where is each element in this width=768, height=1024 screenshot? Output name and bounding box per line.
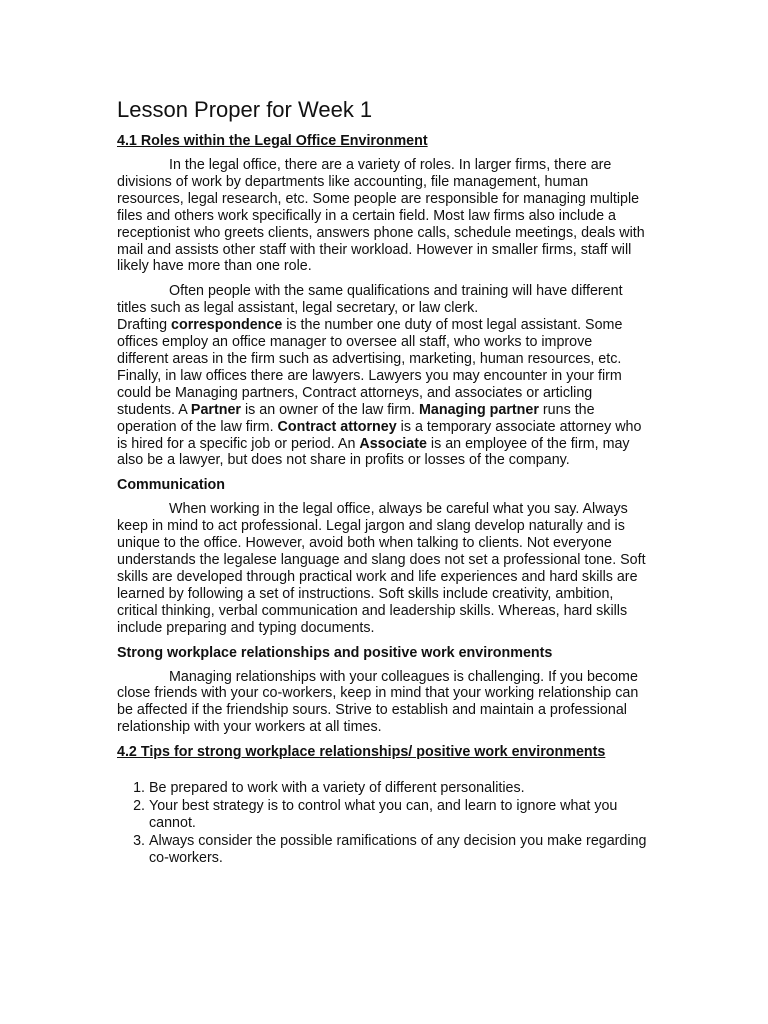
section-heading-4-2: 4.2 Tips for strong workplace relationships/ positive work environments (117, 744, 606, 761)
paragraph-text: is a temporary associate attorney who is hired for a specific job or period. An (117, 418, 642, 452)
paragraph-text: runs the operation of the law firm. (117, 401, 595, 435)
paragraph-roles-1 (117, 157, 647, 275)
paragraph-text: When working in the legal office, always be careful what you say. Always keep in mind to act professional. Legal jargon and slang develop naturally and is unique to the office. However, avoid both when talking to clients. Not everyone understands the legalese language and slang does not set a professional tone. Soft skills are developed through practical work and life experiences and hard skills are learned by following a set of instructions. Soft skills include creativity, ambition, critical thinking, verbal communication and leadership skills. Whereas, hard skills include preparing and typing documents. (117, 501, 646, 636)
section-heading-relationships: Strong workplace relationships and positive work environments (117, 644, 553, 661)
paragraph-roles-2 (117, 283, 647, 469)
term-contract-attorney: Contract attorney (277, 418, 397, 435)
list-item: 3. Always consider the possible ramifications of any decision you make regarding co-workers. (149, 833, 647, 867)
tips-list (117, 780, 647, 867)
paragraph-text: is an employee of the firm, may also be a lawyer, but does not share in profits or losses of the company. (117, 435, 630, 469)
term-managing-partner: Managing partner (418, 401, 539, 418)
paragraph-text: In the legal office, there are a variety of roles. In larger firms, there are divisions of work by departments like accounting, file management, human resources, legal research, etc. Some people are responsible for managing multiple files and others work specifically in a certain field. Most law firms also include a receptionist who greets clients, answers phone calls, schedule meetings, deals with mail and assists other staff with their workload. However in smaller firms, staff will likely have more than one role. (117, 157, 645, 275)
list-item: 2. Your best strategy is to control what you can, and learn to ignore what you cannot. (149, 798, 647, 832)
section-heading-communication: Communication (117, 477, 226, 494)
paragraph-text: Drafting (117, 317, 172, 334)
term-partner: Partner (190, 401, 241, 418)
page-title: Lesson Proper for Week 1 (117, 97, 373, 122)
term-correspondence: correspondence (171, 317, 283, 334)
paragraph-communication (117, 501, 647, 636)
list-item: 1. Be prepared to work with a variety of different personalities. (149, 780, 647, 797)
paragraph-text: is an owner of the law firm. (240, 401, 419, 418)
section-heading-4-1: 4.1 Roles within the Legal Office Environment (117, 133, 428, 149)
term-associate: Associate (359, 435, 427, 452)
paragraph-relationships (117, 669, 647, 737)
spacer (117, 768, 647, 780)
paragraph-text: Managing relationships with your colleagues is challenging. If you become close friends with your co-workers, keep in mind that your working relationship can be affected if the friendship sours. Strive to establish and maintain a professional relationship with your workers at all times. (117, 668, 639, 736)
document-body (117, 96, 647, 868)
paragraph-text: is the number one duty of most legal assistant. Some offices employ an office manager to oversee all staff, who works to improve different areas in the firm such as advertising, marketing, human resources, etc. Finally, in law offices there are lawyers. Lawyers you may encounter in your firm could be Managing partners, Contract attorneys, and associates or articling students. A (117, 317, 623, 418)
paragraph-text: Often people with the same qualifications and training will have different titles such as legal assistant, legal secretary, or law clerk. (117, 283, 623, 317)
